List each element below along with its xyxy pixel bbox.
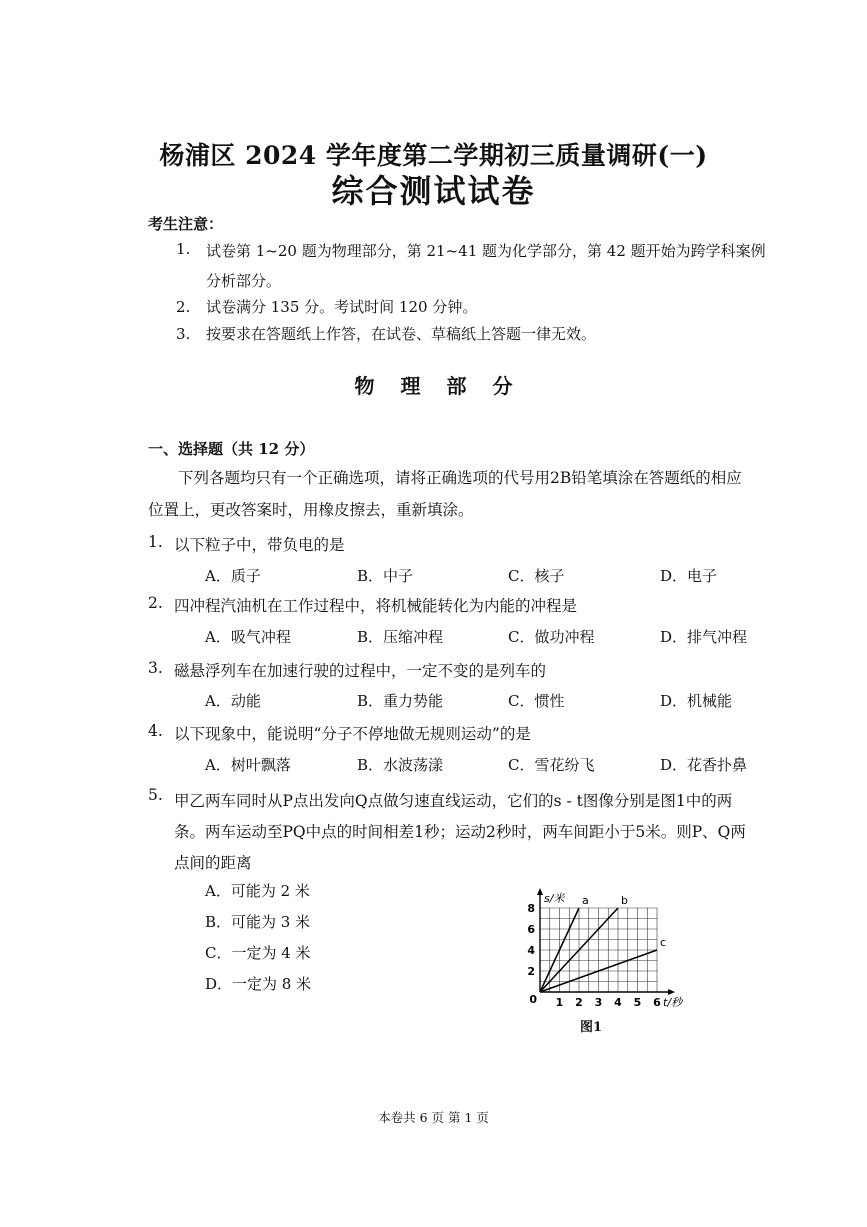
y-tick-label: 8 — [527, 902, 535, 915]
x-tick-label: 4 — [614, 996, 622, 1009]
question-2 — [148, 594, 758, 620]
question-1-options — [205, 565, 765, 589]
y-tick-label: 4 — [527, 944, 535, 957]
notice-text: 试卷满分 135 分。考试时间 120 分钟。 — [206, 298, 478, 316]
exam-subtitle: 综合测试试卷 — [331, 172, 536, 210]
origin-label: 0 — [529, 993, 537, 1006]
option-b: B．中子 — [357, 567, 414, 585]
figure-caption: 图1 — [580, 1020, 603, 1035]
option-a: A．质子 — [205, 567, 261, 585]
option-b: B．重力势能 — [357, 692, 444, 710]
x-tick-label: 1 — [555, 996, 564, 1009]
y-axis-label: s/米 — [544, 892, 565, 905]
y-tick-label: 2 — [527, 965, 535, 978]
notice-number: 1. — [176, 240, 191, 258]
question-4 — [148, 722, 758, 748]
question-number: 4. — [148, 722, 163, 740]
option-d: D．花香扑鼻 — [660, 756, 748, 774]
question-number: 5. — [148, 786, 163, 804]
notice-number: 3. — [176, 325, 191, 343]
part-instruction: 下列各题均只有一个正确选项，请将正确选项的代号用2B铅笔填涂在答题纸的相应位置上，更改答案时，用橡皮擦去，重新填涂。 — [148, 469, 742, 519]
option-b: B．可能为 3 米 — [205, 913, 311, 931]
question-1 — [148, 533, 758, 559]
notice-heading: 考生注意： — [148, 215, 224, 233]
option-a: A．树叶飘落 — [205, 756, 291, 774]
section-title: 物理部分 — [354, 374, 539, 398]
question-text: 磁悬浮列车在加速行驶的过程中，一定不变的是列车的 — [174, 662, 547, 680]
question-text: 四冲程汽油机在工作过程中，将机械能转化为内能的冲程是 — [174, 597, 578, 615]
option-b: B．压缩冲程 — [357, 628, 444, 646]
notice-text: 试卷第 1~20 题为物理部分，第 21~41 题为化学部分，第 42 题开始为跨学科案例分析部分。 — [206, 242, 766, 290]
option-a: A．吸气冲程 — [205, 628, 291, 646]
option-d: D．排气冲程 — [660, 628, 748, 646]
x-tick-label: 6 — [653, 996, 661, 1009]
series-label-b: b — [621, 894, 628, 907]
notice-text: 按要求在答题纸上作答，在试卷、草稿纸上答题一律无效。 — [206, 325, 597, 343]
option-d: D．电子 — [660, 567, 718, 585]
option-a: A．动能 — [205, 692, 261, 710]
question-3 — [148, 659, 758, 685]
option-c: C．雪花纷飞 — [508, 756, 595, 774]
x-tick-label: 5 — [633, 996, 642, 1009]
question-text: 以下粒子中，带负电的是 — [174, 536, 345, 554]
y-axis-arrow — [537, 888, 543, 895]
x-tick-label: 2 — [575, 996, 583, 1009]
question-3-options — [205, 690, 765, 714]
page-footer: 本卷共 6 页 第 1 页 — [378, 1110, 489, 1125]
option-b: B．水波荡漾 — [357, 756, 444, 774]
y-tick-label: 6 — [527, 923, 535, 936]
series-label-c: c — [660, 936, 667, 949]
option-d: D．一定为 8 米 — [205, 975, 312, 993]
x-axis-label: t/秒 — [663, 996, 683, 1009]
question-2-options — [205, 626, 765, 650]
x-tick-label: 3 — [594, 996, 603, 1009]
question-number: 3. — [148, 659, 163, 677]
st-graph-figure — [520, 868, 700, 1016]
exam-title: 杨浦区 2024 学年度第二学期初三质量调研(一) — [159, 141, 708, 170]
option-c: C．一定为 4 米 — [205, 944, 311, 962]
question-number: 2. — [148, 594, 163, 612]
option-c: C．核子 — [508, 567, 565, 585]
series-label-a: a — [582, 894, 589, 907]
question-text: 以下现象中，能说明“分子不停地做无规则运动”的是 — [174, 725, 531, 743]
question-text: 甲乙两车同时从P点出发向Q点做匀速直线运动，它们的s - t图像分别是图1中的两条。两车运动至PQ中点的时间相差1秒；运动2秒时，两车间距小于5米。则P、Q两点间的距离 — [174, 792, 746, 872]
option-d: D．机械能 — [660, 692, 733, 710]
notice-number: 2. — [176, 298, 191, 316]
option-c: C．做功冲程 — [508, 628, 595, 646]
part-heading: 一、选择题（共 12 分） — [148, 440, 315, 458]
x-axis-arrow — [668, 989, 675, 995]
option-c: C．惯性 — [508, 692, 565, 710]
question-4-options — [205, 754, 765, 778]
option-a: A．可能为 2 米 — [205, 882, 310, 900]
question-number: 1. — [148, 533, 163, 551]
